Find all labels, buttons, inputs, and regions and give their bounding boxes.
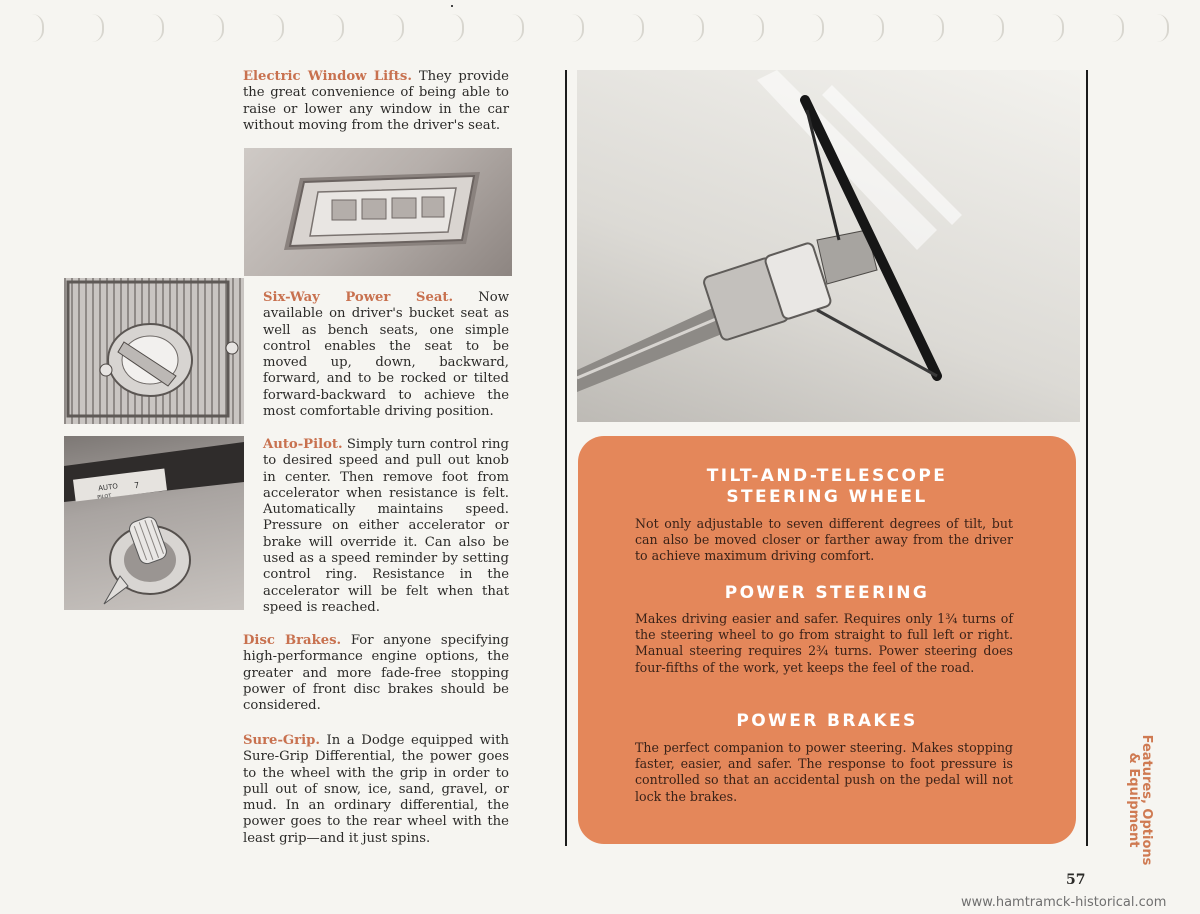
electric-window-lifts-paragraph (243, 69, 509, 134)
sure-grip-text: In a Dodge equipped with Sure-Grip Differential, the power goes to the wheel with the grip in order to pull out of snow, ice, sand, gravel, or mud. In an ordinary differential, the power goes to the rear wheel with the least grip—and it just spins. (243, 733, 509, 846)
binding-holes (0, 14, 1200, 44)
auto-pilot-control-photo (64, 436, 244, 610)
column-rule-right (1086, 70, 1088, 846)
section-tab-line2: & Equipment (1126, 752, 1141, 848)
electric-window-lifts-heading: Electric Window Lifts. (243, 69, 412, 84)
source-watermark: www.hamtramck-historical.com (961, 895, 1167, 910)
section-tab (1127, 700, 1153, 900)
autopilot-label-number: 7 (133, 480, 140, 491)
steering-wheel-photo (577, 70, 1080, 422)
section-tab-line1: Features, Options (1139, 734, 1154, 866)
power-steering-text: Makes driving easier and safer. Requires only 1¾ turns of the steering wheel to go from straight to full left or right. Manual steering requires 2¾ turns. Power steering does four-fifths of the work, yet keeps the feel of the road. (635, 611, 1013, 675)
electric-window-lifts-text: They provide the great convenience of being able to raise or lower any window in the car without moving from the driver's seat. (243, 69, 509, 133)
autopilot-label-pilot: PILOT (97, 493, 112, 501)
auto-pilot-paragraph (263, 437, 509, 616)
power-brakes-text: The perfect companion to power steering. Makes stopping faster, easier, and safer. The response to foot pressure is controlled so that an accidental push on the pedal will not lock the brakes. (635, 740, 1013, 804)
disc-brakes-paragraph (243, 633, 509, 714)
autopilot-label-auto: AUTO (97, 482, 119, 493)
disc-brakes-text: For anyone specifying high-performance engine options, the greater and more fade-free stopping power of front disc brakes should be considered. (243, 633, 509, 714)
power-brakes-title: POWER BRAKES (736, 711, 918, 731)
sure-grip-heading: Sure-Grip. (243, 733, 320, 748)
steering-brakes-panel (578, 436, 1076, 844)
power-seat-paragraph (263, 290, 509, 420)
tilt-telescope-title-line1: TILT-AND-TELESCOPE (706, 466, 948, 486)
power-seat-control-photo (64, 278, 244, 424)
power-seat-heading: Six-Way Power Seat. (263, 290, 454, 305)
page-number: 57 (1066, 872, 1086, 888)
window-switch-photo (244, 148, 512, 276)
print-mark (451, 5, 453, 7)
disc-brakes-heading: Disc Brakes. (243, 633, 342, 648)
tilt-telescope-title-line2: STEERING WHEEL (726, 487, 928, 507)
power-seat-text: Now available on driver's bucket seat as well as bench seats, one simple control enables the seat to be moved up, down, backward, forward, and to be rocked or tilted forward-backward to achieve the most comfortable driving position. (263, 290, 509, 420)
power-steering-title: POWER STEERING (724, 583, 930, 603)
column-rule-left (565, 70, 567, 846)
auto-pilot-heading: Auto-Pilot. (263, 437, 343, 452)
sure-grip-paragraph (243, 733, 509, 847)
auto-pilot-text: Simply turn control ring to desired speed and pull out knob in center. Then remove foot from accelerator when resistance is felt. Automatically maintains speed. Pressure on either accelerator or brake will override it. Can also be used as a speed reminder by setting control ring. Resistance in the accelerator will be felt when that speed is reached. (263, 437, 509, 615)
tilt-telescope-text: Not only adjustable to seven different degrees of tilt, but can also be moved closer or farther away from the driver to achieve maximum driving comfort. (635, 516, 1013, 564)
